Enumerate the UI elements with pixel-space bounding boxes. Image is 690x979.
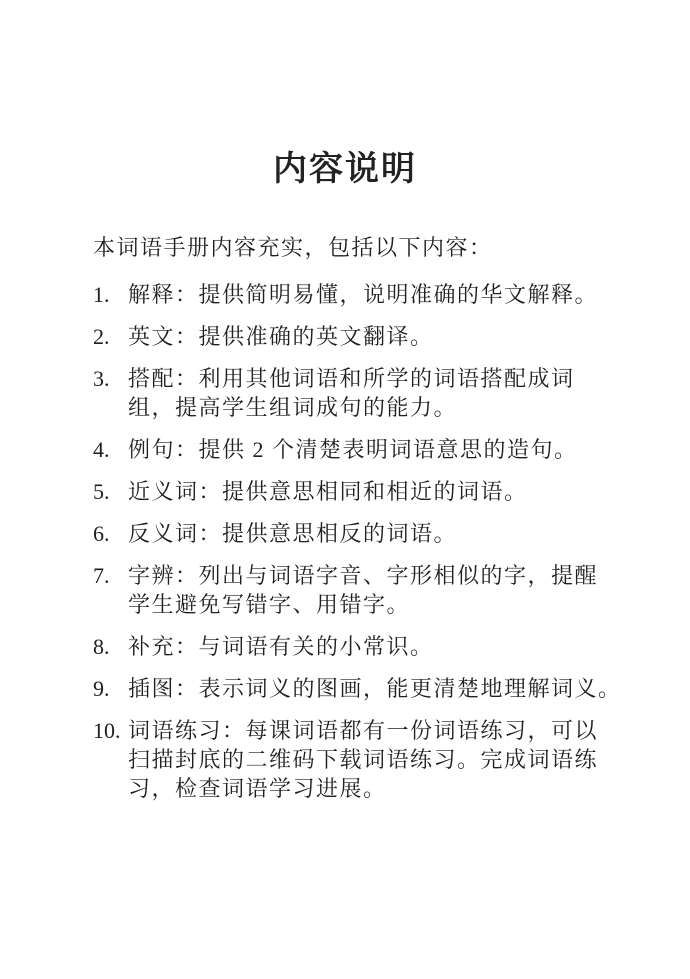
list-item-number: 6. (93, 521, 110, 546)
list-item (93, 632, 595, 661)
text-line: 解释：提供简明易懂，说明准确的华文解释。 (128, 282, 599, 307)
numbered-list (93, 280, 622, 803)
text-line: 搭配：利用其他词语和所学的词语搭配成词 (128, 366, 575, 391)
text-line: 习，检查词语学习进展。 (128, 776, 387, 801)
list-item-text (128, 674, 622, 703)
list-item-text (128, 435, 595, 464)
text-line: 例句：提供 2 个清楚表明词语意思的造句。 (128, 437, 578, 462)
text-line: 补充：与词语有关的小常识。 (128, 634, 434, 659)
list-item (93, 674, 622, 703)
list-item-text (128, 561, 598, 619)
page-content (0, 233, 690, 803)
list-item-number: 8. (93, 634, 110, 659)
list-item-text (128, 632, 595, 661)
text-line: 扫描封底的二维码下载词语练习。完成词语练 (128, 747, 599, 772)
list-item-number: 2. (93, 324, 110, 349)
list-item (93, 435, 595, 464)
list-item (93, 477, 595, 506)
list-item-number: 4. (93, 437, 110, 462)
text-line: 组，提高学生组词成句的能力。 (128, 395, 458, 420)
list-item-number: 7. (93, 563, 110, 588)
text-line: 插图：表示词义的图画，能更清楚地理解词义。 (128, 676, 622, 701)
page-title: 内容说明 (273, 150, 417, 188)
list-item-number: 3. (93, 366, 110, 391)
list-item-number: 5. (93, 479, 110, 504)
list-item-text (128, 322, 595, 351)
list-item (93, 519, 595, 548)
list-item-number: 1. (93, 282, 110, 307)
text-line: 词语练习：每课词语都有一份词语练习，可以 (128, 718, 599, 743)
list-item (93, 716, 599, 803)
list-item-text (128, 477, 595, 506)
list-item-text (128, 519, 595, 548)
list-item-number: 10. (93, 718, 121, 743)
list-item (93, 280, 599, 309)
list-item (93, 364, 595, 422)
text-line: 英文：提供准确的英文翻译。 (128, 324, 434, 349)
list-item-number: 9. (93, 676, 110, 701)
text-line: 近义词：提供意思相同和相近的词语。 (128, 479, 528, 504)
list-item-text (128, 364, 595, 422)
text-line: 字辨：列出与词语字音、字形相似的字，提醒 (128, 563, 599, 588)
list-item-text (128, 280, 598, 309)
intro-paragraph: 本词语手册内容充实，包括以下内容： (93, 235, 493, 260)
list-item (93, 322, 595, 351)
list-item (93, 561, 599, 619)
text-line: 反义词：提供意思相反的词语。 (128, 521, 458, 546)
text-line: 学生避免写错字、用错字。 (128, 592, 411, 617)
list-item-text (128, 716, 598, 803)
